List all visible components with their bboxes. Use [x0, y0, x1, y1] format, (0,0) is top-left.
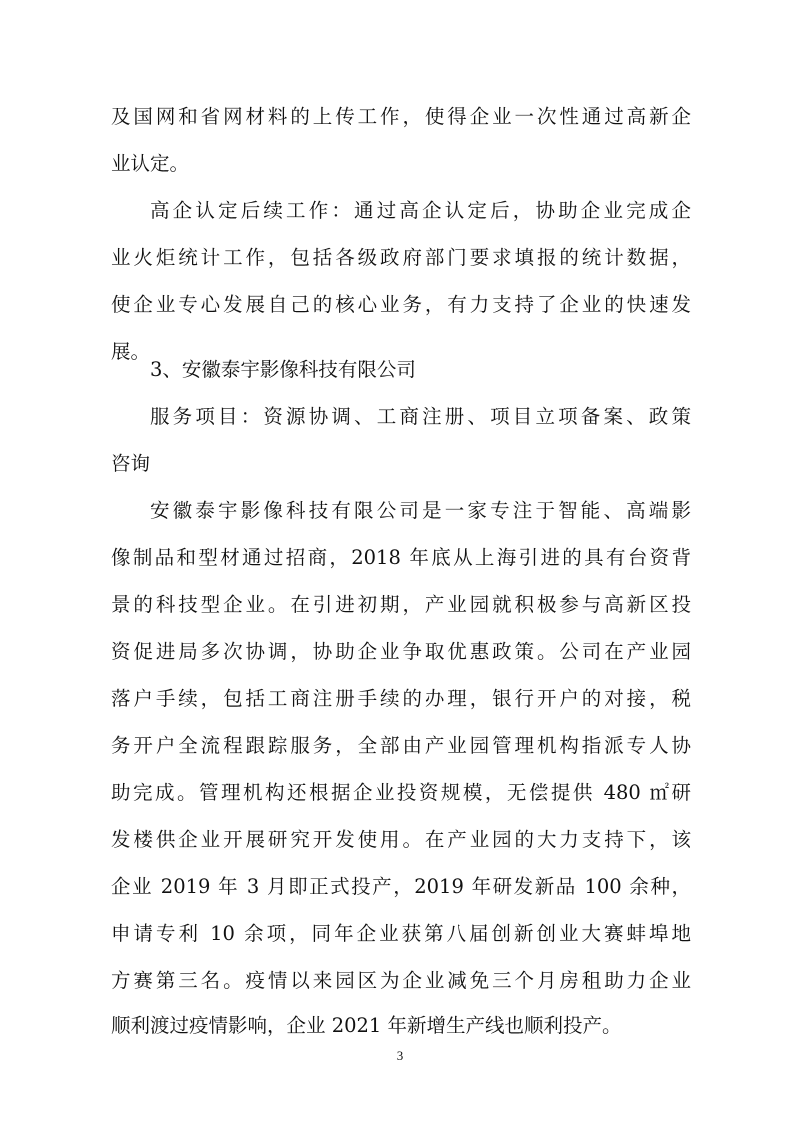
text-line: 资促进局多次协调，协助企业争取优惠政策。公司在产业园 [111, 640, 691, 663]
text-line: 像制品和型材通过招商，2018 年底从上海引进的具有台资背 [111, 546, 691, 569]
text-line: 及国网和省网材料的上传工作，使得企业一次性通过高新企 [111, 105, 691, 128]
text-line: 顺利渡过疫情影响，企业 2021 年新增生产线也顺利投产。 [111, 1014, 622, 1037]
page-number: 3 [396, 1048, 404, 1063]
text-line: 咨询 [111, 452, 151, 475]
text-line: 服务项目：资源协调、工商注册、项目立项备案、政策 [150, 405, 691, 428]
text-line: 发楼供企业开展研究开发使用。在产业园的大力支持下，该 [111, 828, 691, 851]
text-line: 企业 2019 年 3 月即正式投产，2019 年研发新品 100 余种， [111, 875, 691, 898]
text-line: 务开户全流程跟踪服务，全部由产业园管理机构指派专人协 [111, 734, 691, 757]
text-line: 业认定。 [111, 152, 190, 175]
text-line: 高企认定后续工作：通过高企认定后，协助企业完成企 [150, 199, 691, 222]
text-line: 方赛第三名。疫情以来园区为企业减免三个月房租助力企业 [111, 969, 691, 992]
text-line: 展。 [111, 340, 151, 363]
text-line: 申请专利 10 余项，同年企业获第八届创新创业大赛蚌埠地 [111, 922, 691, 945]
text-line: 安徽泰宇影像科技有限公司是一家专注于智能、高端影 [150, 499, 691, 522]
text-line: 助完成。管理机构还根据企业投资规模，无偿提供 480 ㎡研 [111, 781, 691, 804]
text-line: 景的科技型企业。在引进初期，产业园就积极参与高新区投 [111, 593, 691, 616]
text-line: 业火炬统计工作，包括各级政府部门要求填报的统计数据， [111, 246, 691, 269]
section-heading: 3、安徽泰宇影像科技有限公司 [150, 358, 416, 381]
text-line: 使企业专心发展自己的核心业务，有力支持了企业的快速发 [111, 293, 691, 316]
text-line: 落户手续，包括工商注册手续的办理，银行开户的对接，税 [111, 687, 691, 710]
